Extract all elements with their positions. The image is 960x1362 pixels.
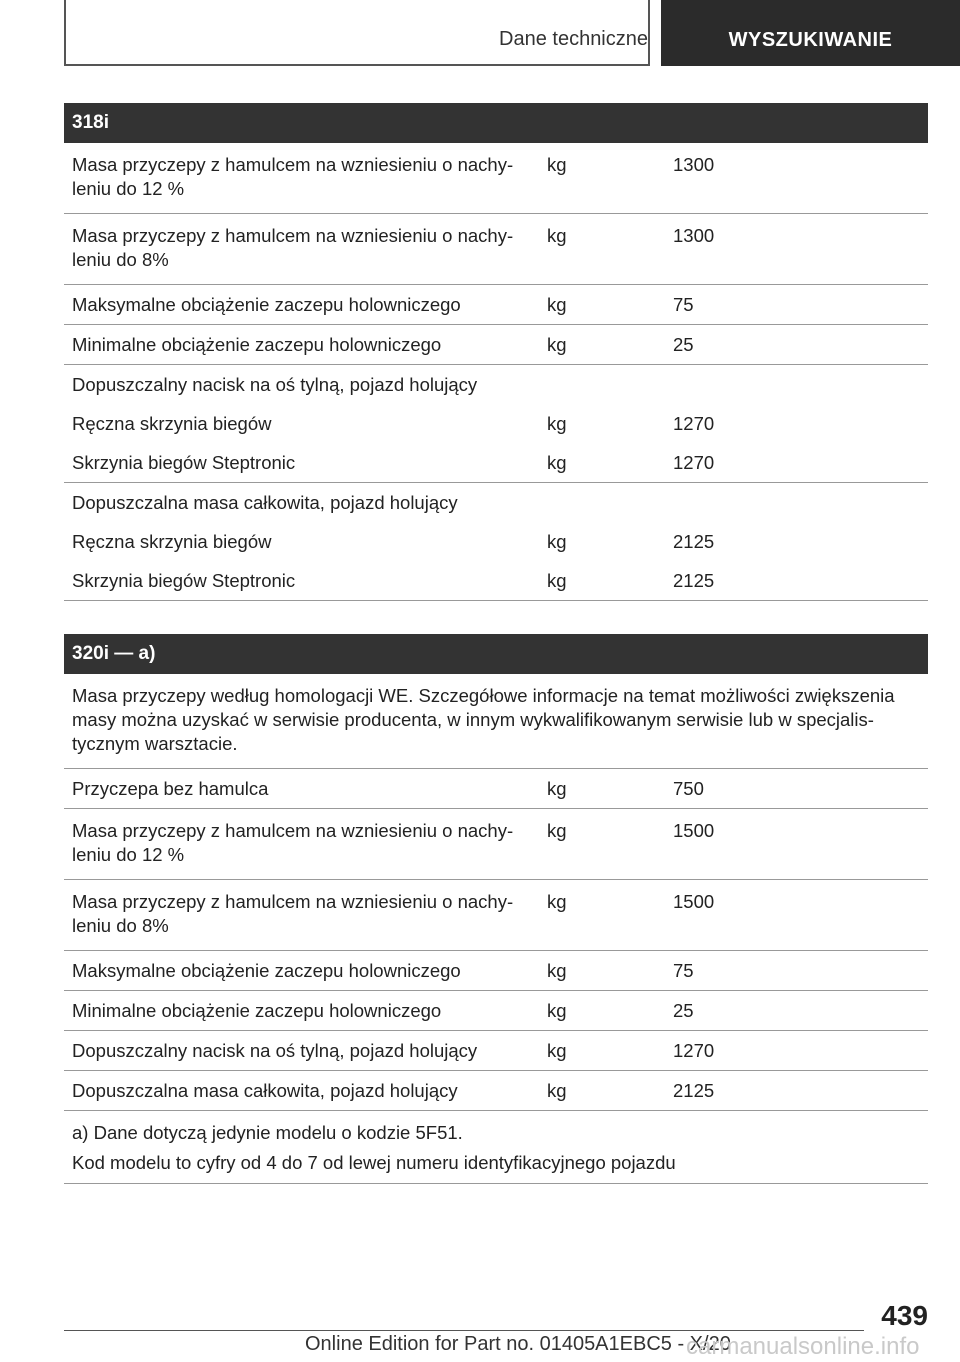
row-label: Dopuszczalny nacisk na oś tylną, pojazd holujący [72,1040,478,1061]
row-value: 2125 [673,1080,715,1101]
table-row [64,1071,928,1111]
row-unit [539,491,669,515]
row-unit: kg [547,225,567,246]
footer-divider [64,1330,864,1331]
row-unit: kg [547,334,567,355]
row-value: 2125 [673,570,715,591]
table-row [64,214,928,285]
row-label: Skrzynia biegów Steptronic [72,570,296,591]
row-label: Masa przyczepy z hamulcem na wzniesieniu o nachy-leniu do 12 % [72,820,514,865]
row-unit: kg [547,294,567,315]
table-title: 320i — a) [64,634,928,674]
row-value: 1500 [673,820,715,841]
row-value [669,373,928,397]
row-label: Maksymalne obciążenie zaczepu holowniczego [72,294,461,315]
table-row [64,991,928,1031]
row-label: Masa przyczepy z hamulcem na wzniesieniu o nachy-leniu do 8% [72,891,514,936]
row-unit: kg [547,1040,567,1061]
row-label: Przyczepa bez hamulca [72,778,269,799]
row-value: 1270 [673,1040,715,1061]
row-label: Masa przyczepy z hamulcem na wzniesieniu o nachy-leniu do 8% [72,225,514,270]
spec-table-318i [64,103,928,601]
table-row [64,809,928,880]
row-label: Ręczna skrzynia biegów [72,413,272,434]
row-label: Masa przyczepy z hamulcem na wzniesieniu o nachy-leniu do 12 % [72,154,514,199]
row-label: Dopuszczalna masa całkowita, pojazd holujący [72,1080,458,1101]
row-unit: kg [547,531,567,552]
table-row [64,880,928,951]
row-value: 75 [673,294,694,315]
row-unit: kg [547,1080,567,1101]
table-row [64,365,928,404]
table-row [64,522,928,561]
edition-text: Online Edition for Part no. 01405A1EBC5 - X/20 [305,1333,731,1355]
search-tab[interactable]: WYSZUKIWANIE [661,0,960,66]
row-value: 1270 [673,413,715,434]
table-title: 318i [64,103,928,143]
row-unit: kg [547,570,567,591]
table-row [64,561,928,601]
row-unit: kg [547,452,567,473]
row-unit: kg [547,960,567,981]
row-unit: kg [547,413,567,434]
row-value: 2125 [673,531,715,552]
row-label: Minimalne obciążenie zaczepu holowniczego [72,334,442,355]
table-row [64,951,928,991]
row-unit [539,373,669,397]
table-row [64,404,928,443]
table-row [64,483,928,522]
row-value: 1300 [673,154,715,175]
row-unit: kg [547,778,567,799]
footnote: a) Dane dotyczą jedynie modelu o kodzie 5F51. [72,1122,463,1143]
row-value: 25 [673,1000,694,1021]
table-row [64,285,928,325]
page-number: 439 [881,1300,928,1331]
row-unit: kg [547,820,567,841]
row-label: Maksymalne obciążenie zaczepu holowniczego [72,960,461,981]
content [64,103,928,1217]
row-value: 75 [673,960,694,981]
row-value: 1500 [673,891,715,912]
table-note: Masa przyczepy według homologacji WE. Szczegółowe informacje na temat możliwości zwiększenia masy można uzyskać w serwisie producenta, w innym wykwalifikowanym serwisie lub w specjalis-tycznym warsztacie. [64,674,928,769]
table-row [64,1031,928,1071]
page-header [0,0,960,66]
footnote: Kod modelu to cyfry od 4 do 7 od lewej numeru identyfikacyjnego pojazdu [64,1145,928,1184]
watermark: carmanualsonline.info [686,1333,920,1360]
row-label: Dopuszczalny nacisk na oś tylną, pojazd holujący [72,374,478,395]
row-label: Minimalne obciążenie zaczepu holowniczego [72,1000,442,1021]
row-label: Skrzynia biegów Steptronic [72,452,296,473]
row-value: 750 [673,778,704,799]
row-value: 25 [673,334,694,355]
table-row [64,143,928,214]
row-label: Dopuszczalna masa całkowita, pojazd holujący [72,492,458,513]
row-unit: kg [547,891,567,912]
row-value: 1300 [673,225,715,246]
row-unit: kg [547,154,567,175]
row-unit: kg [547,1000,567,1021]
section-title: Dane techniczne [499,28,648,50]
row-value: 1270 [673,452,715,473]
spec-table-320i [64,634,928,1184]
row-value [669,491,928,515]
table-row [64,769,928,809]
row-label: Ręczna skrzynia biegów [72,531,272,552]
table-row [64,443,928,483]
table-row [64,325,928,365]
